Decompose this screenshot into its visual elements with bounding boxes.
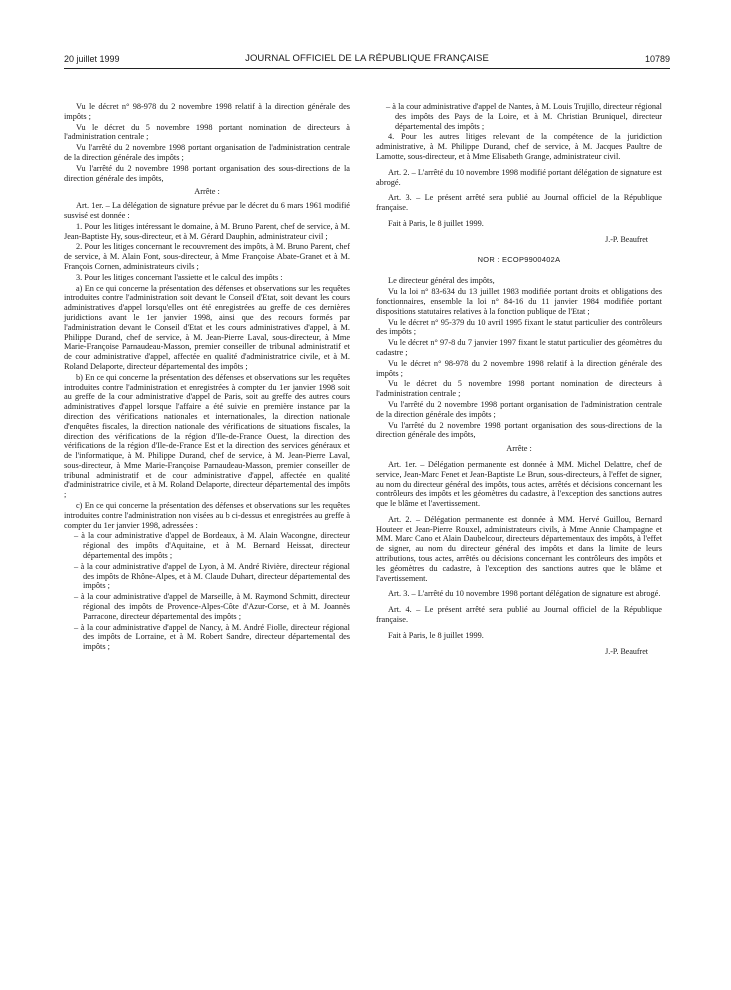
paragraph: Vu l'arrêté du 2 novembre 1998 portant organisation des sous-directions de la direction générale des impôts,	[376, 420, 662, 440]
article: Art. 4. – Le présent arrêté sera publié au Journal officiel de la République française.	[376, 605, 662, 625]
article: Art. 2. – Délégation permanente est donnée à MM. Hervé Guillou, Bernard Houteer et Jean-Pierre Rouxel, administrateurs civils, à Mme Annie Champagne et MM. Marc Cano et Alain Daubelcour, directeurs départementaux des impôts, à l'effet de signer, au nom du directeur général des impôts et dans la limite de leurs attributions, tous actes, arrêtés ou décisions concernant les contrôleurs des impôts et les géomètres du cadastre, à l'exception des sanctions autres que le blâme et l'avertissement.	[376, 514, 662, 583]
paragraph: Vu le décret n° 97-8 du 7 janvier 1997 fixant le statut particulier des géomètres du cadastre ;	[376, 338, 662, 357]
paragraph: Vu la loi n° 83-634 du 13 juillet 1983 modifiée portant droits et obligations des fonctionnaires, ensemble la loi n° 84-16 du 11 janvier 1984 modifiée portant dispositions statutaires relatives à la fonction publique de l'Etat ;	[376, 287, 662, 316]
list-item: – à la cour administrative d'appel de Marseille, à M. Raymond Schmitt, directeur régional des impôts de Provence-Alpes-Côte d'Azur-Corse, et à M. Joannès Parracone, directeur départemental des impôts ;	[74, 592, 350, 621]
paragraph: Vu le décret n° 98-978 du 2 novembre 1998 relatif à la direction générale des impôts ;	[376, 358, 662, 378]
paragraph: Vu l'arrêté du 2 novembre 1998 portant organisation de l'administration centrale de la direction générale des impôts ;	[376, 399, 662, 419]
article: Art. 2. – L'arrêté du 10 novembre 1998 modifié portant délégation de signature est abrogé.	[376, 167, 662, 187]
header-rule	[64, 68, 670, 69]
signature: J.-P. Beaufret	[605, 234, 648, 244]
page-header	[64, 53, 670, 67]
paragraph: c) En ce qui concerne la présentation des défenses et observations sur les requêtes introduites contre l'administration non visées au b ci-dessus et enregistrées au greffe à compter du 1er janvier 1998, adressées :	[64, 501, 350, 530]
signature: J.-P. Beaufret	[605, 646, 648, 656]
nor-reference: NOR : ECOP9900402A	[477, 254, 561, 264]
paragraph: Le directeur général des impôts,	[388, 276, 495, 286]
list-item: – à la cour administrative d'appel de Nancy, à M. André Fiolle, directeur régional des impôts de Lorraine, et à M. Robert Sandre, directeur départemental des impôts ;	[74, 622, 350, 652]
paragraph: Vu le décret du 5 novembre 1998 portant nomination de directeurs à l'administration centrale ;	[376, 379, 662, 399]
journal-title: JOURNAL OFFICIEL DE LA RÉPUBLIQUE FRANÇAISE	[245, 53, 489, 64]
arrete-heading: Arrête :	[506, 444, 532, 454]
right-column	[376, 102, 662, 656]
paragraph: a) En ce qui concerne la présentation des défenses et observations sur les requêtes introduites contre l'administration soit devant le Conseil d'Etat, soit devant les cours administratives d'appel lorsqu'elles ont été enregistrées au greffe de ces dernières juridictions avant le 1er janvier 1998, ainsi que des recours formés par l'administration devant le Conseil d'Etat et les cours administratives d'appel, à M. Philippe Durand, chef de service, à M. Jean-Pierre Laval, sous-directeur, à Mme Marie-Françoise Parnaudeau-Masson, premier conseiller de tribunal administratif et de cour administrative d'appel, affectée en qualité d'administratrice civile, et à M. Roland Delaporte, directeur départemental des impôts ;	[64, 283, 350, 371]
article: Art. 3. – Le présent arrêté sera publié au Journal officiel de la République française.	[376, 193, 662, 213]
paragraph: Vu le décret du 5 novembre 1998 portant nomination de directeurs à l'administration centrale ;	[64, 122, 350, 142]
paragraph: b) En ce qui concerne la présentation des défenses et observations sur les requêtes introduites contre l'administration et enregistrées à compter du 1er janvier 1998 soit au greffe de la cour administrative d'appel de Paris, soit au greffe des autres cours administratives d'appel lorsque l'affaire a été suivie en première instance par la direction des vérifications nationales et internationales, la direction nationale d'enquêtes fiscales, la direction nationale des vérifications de situations fiscales, la direction des vérifications de la région d'Ile-de-France Ouest, la direction des vérifications de la région d'Ile-de-France Est et la direction des services généraux et de l'informatique, à M. Philippe Durand, chef de service, à M. Jean-Pierre Laval, sous-directeur, à Mme Marie-Françoise Parnaudeau-Masson, premier conseiller de tribunal administratif et de cour administrative d'appel, affectée en qualité d'administratrice civile, et à M. Roland Delaporte, directeur départemental des impôts ;	[64, 372, 350, 500]
paragraph: Vu le décret n° 98-978 du 2 novembre 1998 relatif à la direction générale des impôts ;	[64, 102, 350, 121]
header-date: 20 juillet 1999	[64, 54, 120, 64]
list-item: – à la cour administrative d'appel de Lyon, à M. André Rivière, directeur régional des impôts de Rhône-Alpes, et à M. Claude Duhart, directeur départemental des impôts ;	[74, 561, 350, 591]
paragraph: 1. Pour les litiges intéressant le domaine, à M. Bruno Parent, chef de service, à M. Jean-Baptiste Hy, sous-directeur, et à M. Gérard Dauphin, administrateur civil ;	[64, 221, 350, 241]
paragraph: Vu l'arrêté du 2 novembre 1998 portant organisation des sous-directions de la direction générale des impôts,	[64, 163, 350, 183]
paragraph: Vu l'arrêté du 2 novembre 1998 portant organisation de l'administration centrale de la direction générale des impôts ;	[64, 143, 350, 162]
signing-date: Fait à Paris, le 8 juillet 1999.	[388, 218, 484, 228]
arrete-heading: Arrête :	[194, 187, 220, 197]
paragraph: 3. Pour les litiges concernant l'assiette et le calcul des impôts :	[76, 272, 283, 282]
page-number: 10789	[644, 54, 670, 64]
list-item: – à la cour administrative d'appel de Nantes, à M. Louis Trujillo, directeur régional des impôts des Pays de la Loire, et à M. Christian Bruniquel, directeur départemental des impôts ;	[386, 102, 662, 131]
article: Art. 1er. – La délégation de signature prévue par le décret du 6 mars 1961 modifié susvisé est donnée :	[64, 201, 350, 220]
paragraph: Vu le décret n° 95-379 du 10 avril 1995 fixant le statut particulier des contrôleurs des impôts ;	[376, 317, 662, 337]
list-item: – à la cour administrative d'appel de Bordeaux, à M. Alain Wacongne, directeur régional des impôts d'Aquitaine, et à M. Bernard Heissat, directeur départemental des impôts ;	[74, 531, 350, 561]
paragraph: 4. Pour les autres litiges relevant de la compétence de la juridiction administrative, à M. Philippe Durand, chef de service, à M. Jacques Paultre de Lamotte, sous-directeur, et à Mme Elisabeth Grange, administrateur civil.	[376, 132, 662, 161]
article: Art. 1er. – Délégation permanente est donnée à MM. Michel Delattre, chef de service, Jean-Marc Fenet et Jean-Baptiste Le Brun, sous-directeurs, à l'effet de signer, au nom du directeur général des impôts, tous actes, arrêtés et décisions concernant les contrôleurs des impôts et les géomètres du cadastre, à l'exception des sanctions autres que le blâme et l'avertissement.	[376, 459, 662, 509]
article: Art. 3. – L'arrêté du 10 novembre 1998 portant délégation de signature est abrogé.	[388, 589, 661, 599]
signing-date: Fait à Paris, le 8 juillet 1999.	[388, 630, 484, 640]
left-column	[64, 102, 350, 653]
paragraph: 2. Pour les litiges concernant le recouvrement des impôts, à M. Bruno Parent, chef de service, à M. Alain Font, sous-directeur, à Mme Françoise Abate-Granet et à M. François Cornen, administrateurs civils ;	[64, 242, 350, 271]
